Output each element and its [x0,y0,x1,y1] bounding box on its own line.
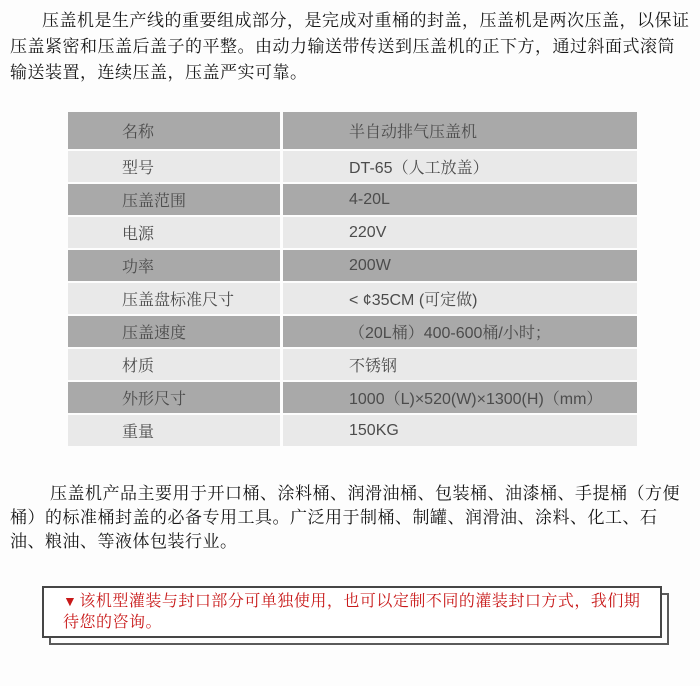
table-row [68,283,637,314]
spec-value: 200W [283,250,637,281]
spec-label: 功率 [68,250,280,281]
spec-value: 150KG [283,415,637,446]
notice-text: 该机型灌装与封口部分可单独使用，也可以定制不同的灌装封口方式，我们期待您的咨询。 [63,593,641,631]
spec-value: 4-20L [283,184,637,215]
down-triangle-icon: ▼ [63,593,78,609]
spec-label: 重量 [68,415,280,446]
usage-paragraph: 压盖机产品主要用于开口桶、涂料桶、润滑油桶、包装桶、油漆桶、手提桶（方便桶）的标准桶封盖的必备专用工具。广泛用于制桶、制罐、润滑油、涂料、化工、石油、粮油、等液体包装行业。 [10,484,680,551]
notice-box [42,586,662,638]
table-row [68,217,637,248]
spec-value: DT-65（人工放盖） [283,151,637,182]
table-row [68,382,637,413]
spec-value: 半自动排气压盖机 [283,112,637,149]
spec-value: 220V [283,217,637,248]
table-row [68,184,637,215]
spec-label: 外形尺寸 [68,382,280,413]
spec-value: （20L桶）400-600桶/小时； [283,316,637,347]
table-row [68,112,637,149]
spec-value: 不锈钢 [283,349,637,380]
spec-value: < ¢35CM (可定做) [283,283,637,314]
table-row [68,151,637,182]
spec-label: 压盖盘标准尺寸 [68,283,280,314]
spec-label: 型号 [68,151,280,182]
table-row [68,415,637,446]
spec-label: 名称 [68,112,280,149]
spec-label: 压盖范围 [68,184,280,215]
spec-table [68,112,637,446]
table-row [68,349,637,380]
spec-label: 材质 [68,349,280,380]
spec-value: 1000（L)×520(W)×1300(H)（mm） [283,382,637,413]
spec-label: 压盖速度 [68,316,280,347]
notice-text-box [42,586,662,638]
table-row [68,250,637,281]
table-row [68,316,637,347]
intro-paragraph: 压盖机是生产线的重要组成部分，是完成对重桶的封盖，压盖机是两次压盖，以保证压盖紧密和压盖后盖子的平整。由动力输送带传送到压盖机的正下方，通过斜面式滚筒输送装置，连续压盖，压盖严实可靠。 [10,11,690,82]
spec-label: 电源 [68,217,280,248]
